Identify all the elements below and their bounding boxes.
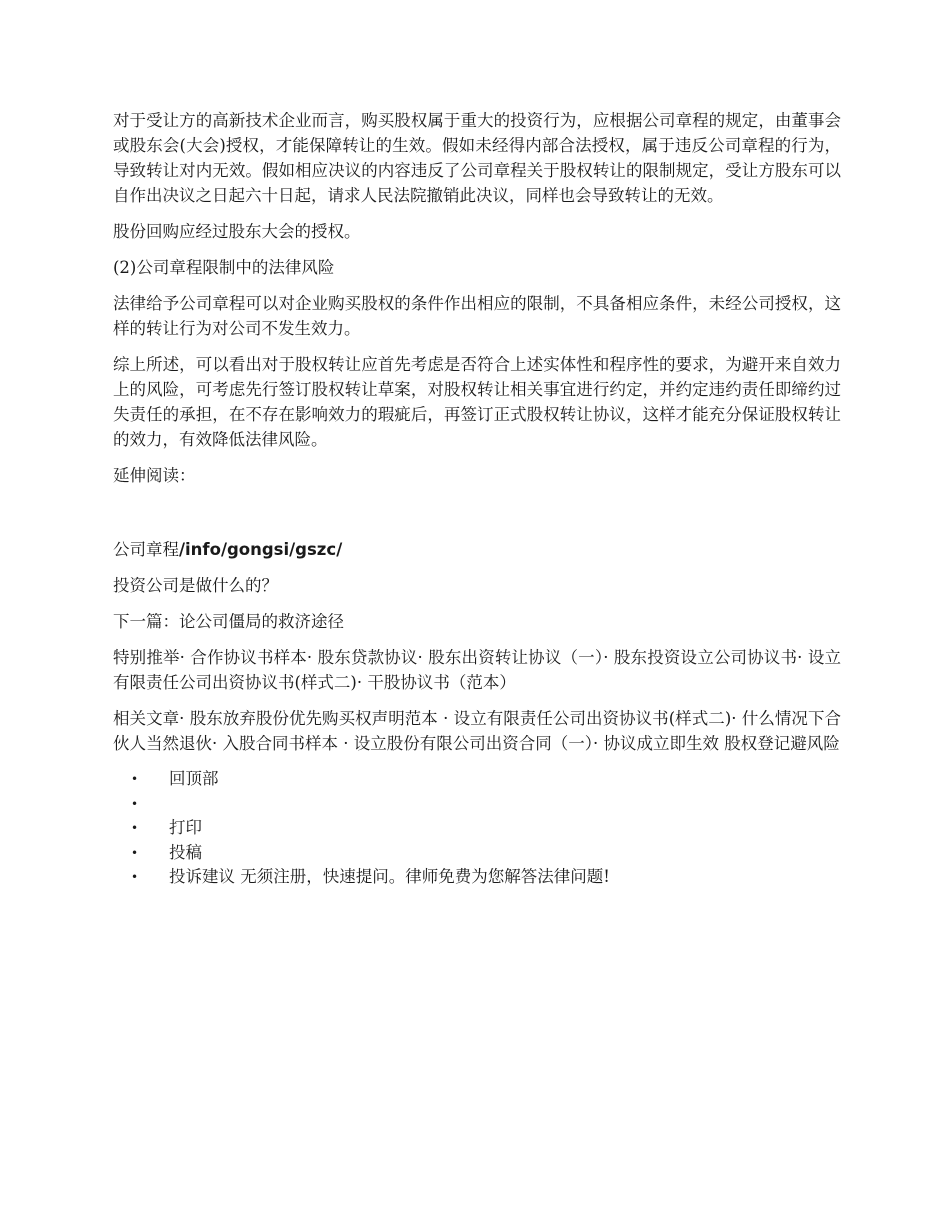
empty-item [113,792,841,817]
company-rules-label: 公司章程 [113,540,179,559]
bullet-icon: • [131,870,139,884]
bullet-icon: • [131,821,139,835]
complaint-item[interactable] [113,865,841,890]
back-to-top-item[interactable] [113,767,841,792]
next-article-link[interactable]: 下一篇：论公司僵局的救济途径 [113,612,344,631]
recommend-list[interactable]: 特别推举· 合作协议书样本· 股东贷款协议· 股东出资转让协议（一）· 股东投资设立公司协议书· 设立有限责任公司出资协议书(样式二)· 干股协议书（范本） [113,648,841,692]
bullet-icon: • [131,796,139,811]
company-rules-path: /info/gongsi/gszc/ [179,540,343,559]
complaint-label: 投诉建议 无须注册，快速提问。律师免费为您解答法律问题! [169,867,610,886]
print-label: 打印 [169,818,202,837]
paragraph-restriction: 法律给予公司章程可以对企业购买股权的条件作出相应的限制，不具备相应条件，未经公司授权，这样的转让行为对公司不发生效力。 [113,294,841,338]
paragraph-summary: 综上所述，可以看出对于股权转让应首先考虑是否符合上述实体性和程序性的要求，为避开来自效力上的风险，可考虑先行签订股权转让草案，对股权转让相关事宜进行约定，并约定违约责任即缔约过失责任的承担，在不存在影响效力的瑕疵后，再签订正式股权转让协议，这样才能充分保证股权转让的效力，有效降低法律风险。 [113,355,841,449]
paragraph-subheading-risk: (2)公司章程限制中的法律风险 [113,258,335,277]
bullet-icon: • [131,772,139,786]
submit-label: 投稿 [169,842,202,862]
paragraph-authorization: 对于受让方的高新技术企业而言，购买股权属于重大的投资行为，应根据公司章程的规定，由董事会或股东会(大会)授权，才能保障转让的生效。假如未经得内部合法授权，属于违反公司章程的行为，导致转让对内无效。假如相应决议的内容违反了公司章程关于股权转让的限制规定，受让方股东可以自作出决议之日起六十日起，请求人民法院撤销此决议，同样也会导致转让的无效。 [113,111,841,205]
back-to-top-label: 回顶部 [169,769,219,788]
spacer [113,499,841,537]
article-body [113,108,841,890]
print-item[interactable] [113,816,841,841]
related-articles-list[interactable]: 相关文章· 股东放弃股份优先购买权声明范本 · 设立有限责任公司出资协议书(样式二)· 什么情况下合伙人当然退伙· 入股合同书样本 · 设立股份有限公司出资合同（一）· 协议成立即生效 股权登记避风险 [113,709,841,753]
submit-item[interactable] [113,841,841,866]
paragraph-buyback: 股份回购应经过股东大会的授权。 [113,222,361,241]
company-rules-link[interactable] [113,537,841,562]
bullet-icon: • [131,845,139,860]
paragraph-extended-reading: 延伸阅读： [113,466,196,485]
action-list [113,767,841,890]
question-link[interactable]: 投资公司是做什么的？ [113,576,278,595]
